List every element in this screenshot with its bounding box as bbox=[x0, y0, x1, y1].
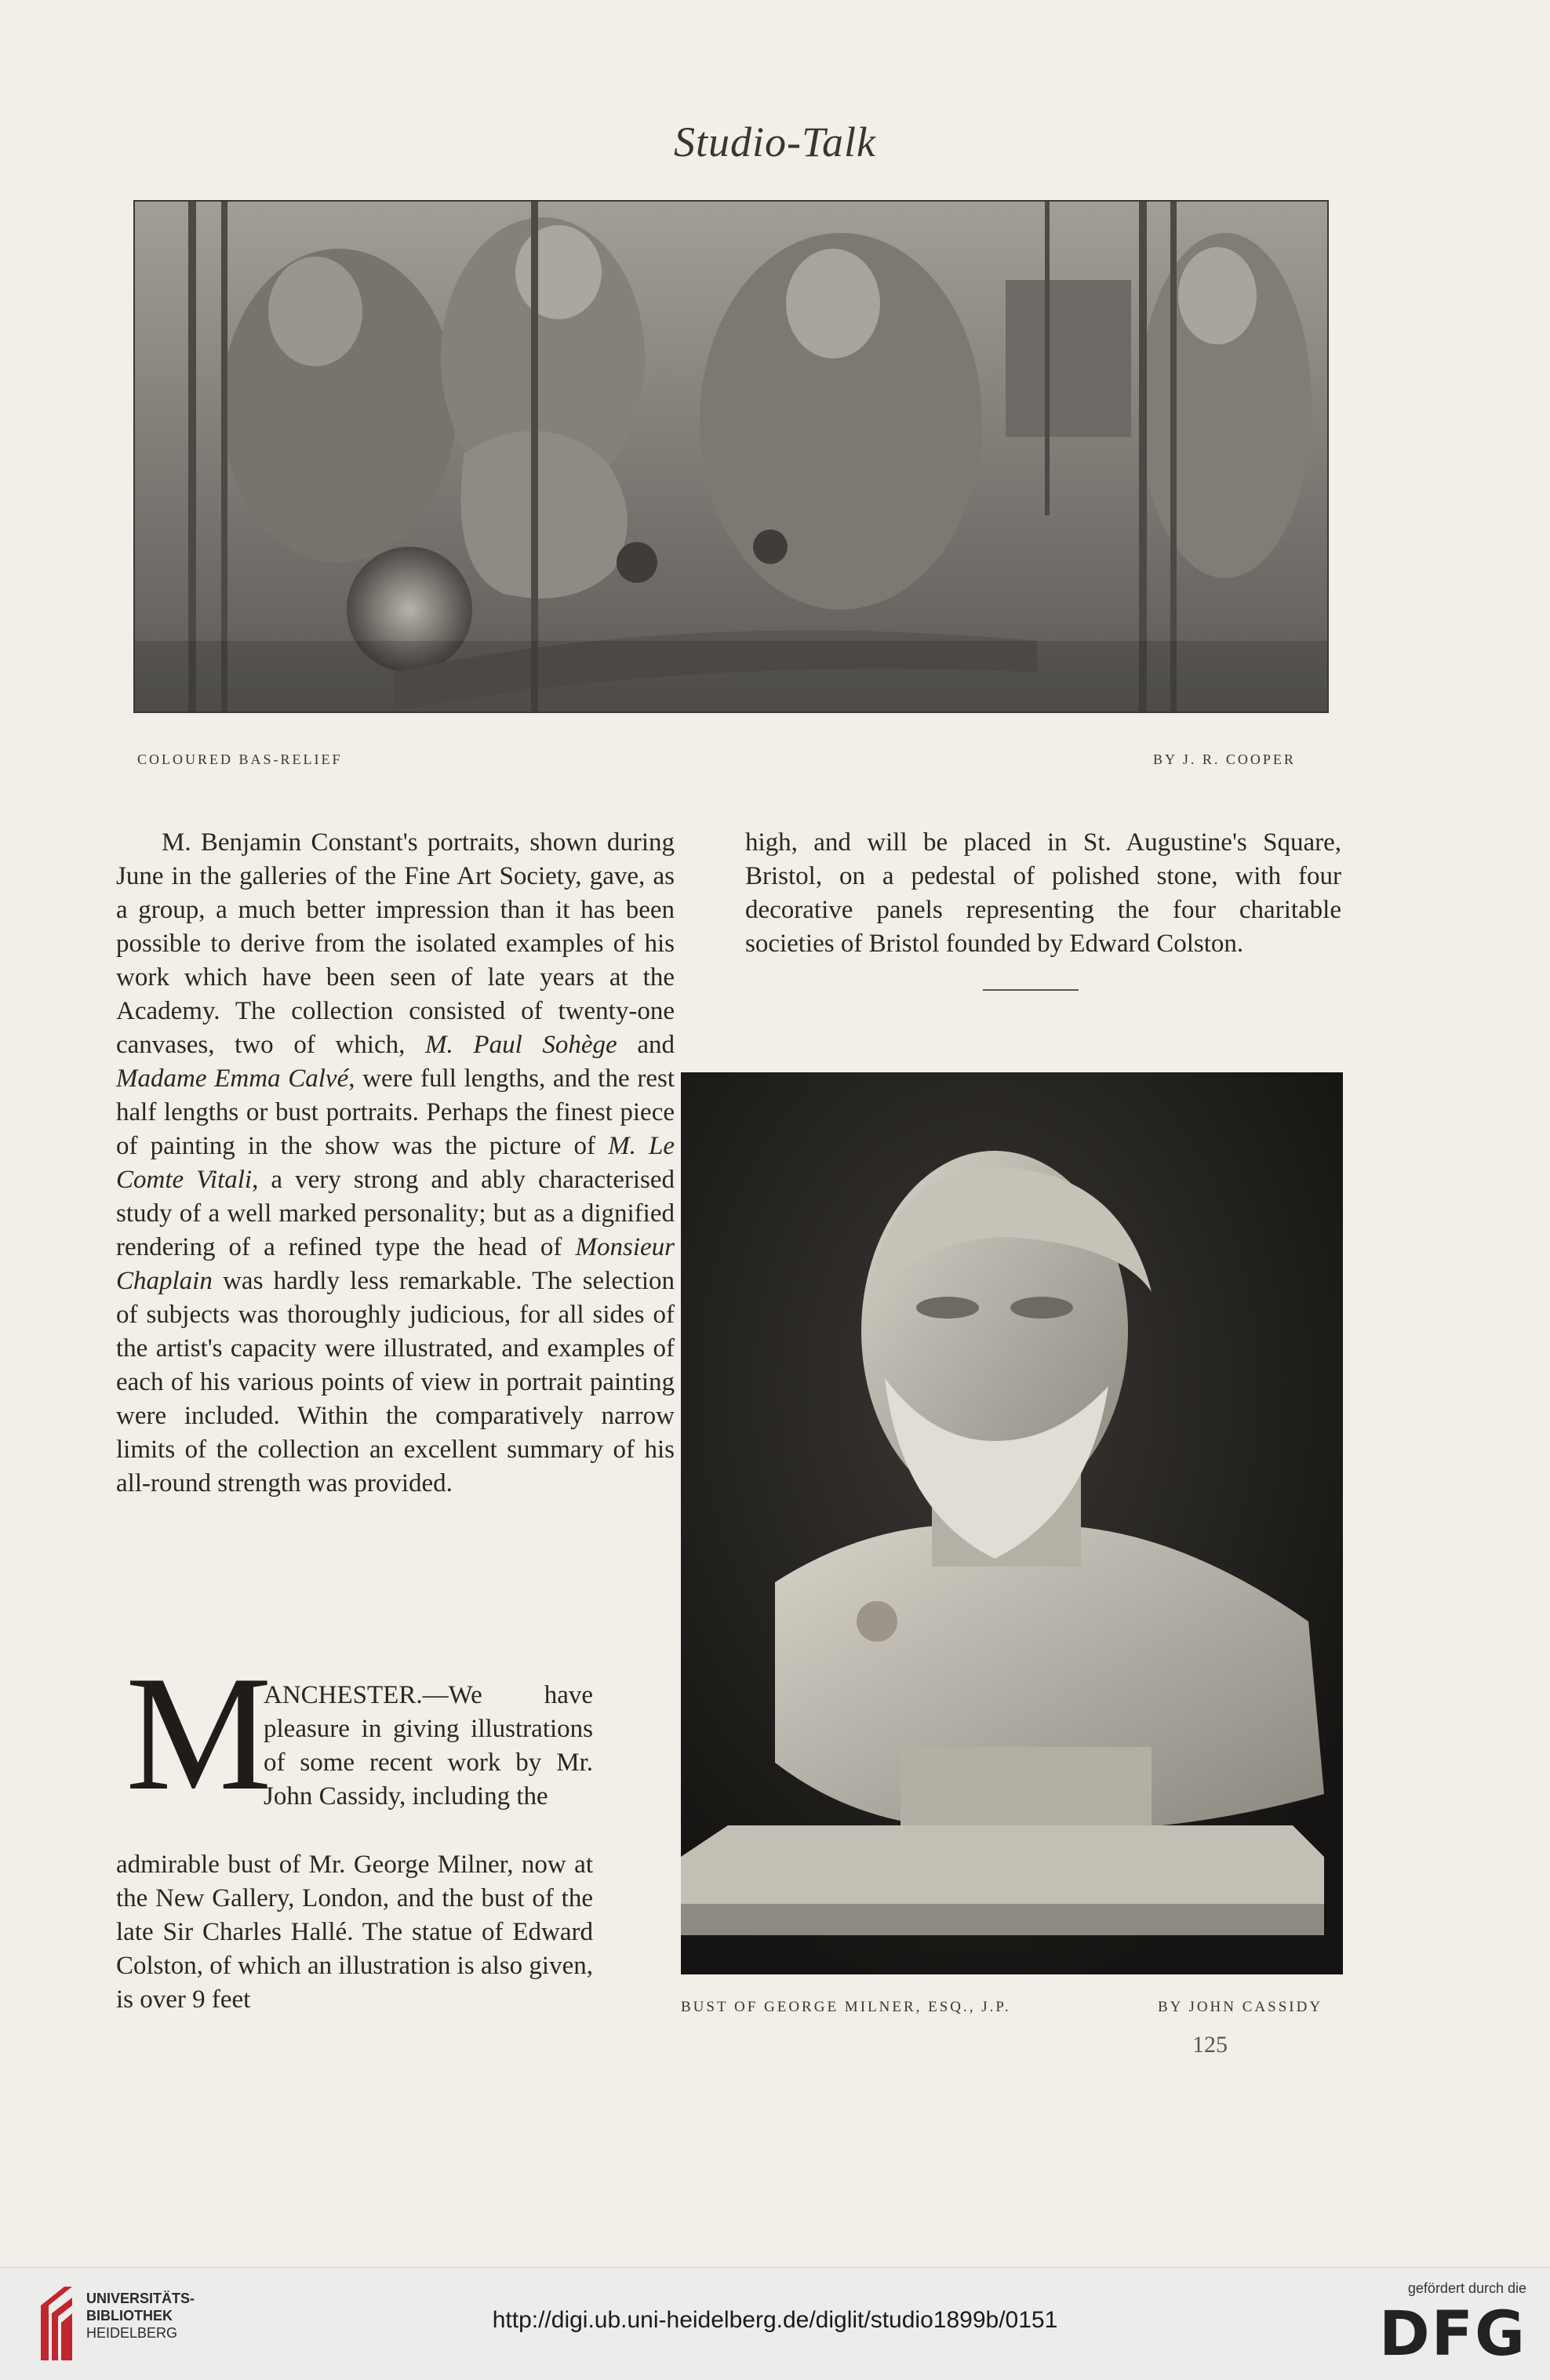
bust-credit: BY JOHN CASSIDY bbox=[1158, 1999, 1323, 2015]
paragraph-text: admirable bust of Mr. George Milner, now at the New Gallery, London, and the bust of the late Sir Charles Hallé. The statue of Edward Colston, of which an illustration is also given, is over 9 feet bbox=[116, 1851, 593, 2014]
bas-relief-drawing bbox=[135, 202, 1327, 711]
library-name-line: HEIDELBERG bbox=[86, 2325, 178, 2341]
funded-by-label: gefördert durch die bbox=[1407, 2280, 1526, 2296]
top-figure-credit: BY J. R. COOPER bbox=[1153, 751, 1296, 767]
painting-title: Madame Emma Calvé bbox=[116, 1064, 349, 1093]
paragraph-text: high, and will be placed in St. Augustine's Square, Bristol, on a pedestal of polished stone, with four decorative panels representing the four charitable societies of Bristol founded by Edward Colston. bbox=[745, 828, 1341, 958]
paragraph-text: , were full lengths, and the rest half lengths or bust portraits. Perhaps the finest piece of painting in the show was the picture of bbox=[116, 1064, 675, 1160]
paragraph-text: , a very strong and ably characterised study of a well marked personality; but as a dignified rendering of a refined type the head of bbox=[116, 1166, 675, 1261]
paragraph-text: M. Benjamin Constant's portraits, shown during June in the galleries of the Fine Art Society, gave, as a group, a much better impression than it has been possible to derive from the isolated examples of his work which have been seen of late years at the Academy. The collection consisted of twenty-one canvases, two of which, bbox=[116, 828, 675, 1059]
painting-title: M. Paul Sohège bbox=[425, 1031, 617, 1059]
drop-cap: M bbox=[126, 1643, 272, 1825]
paragraph-constant-top bbox=[116, 826, 675, 1501]
bust-photograph bbox=[681, 1072, 1343, 1974]
library-name-line: BIBLIOTHEK bbox=[86, 2308, 173, 2324]
top-figure-caption: COLOURED BAS-RELIEF bbox=[137, 751, 343, 767]
page-number: 125 bbox=[1192, 2032, 1228, 2058]
paragraph-text: was hardly less remarkable. The selection of subjects was thoroughly judicious, for all sides of the artist's capacity were illustrated, and examples of each of his various points of view in portrait painting were included. Within the comparatively narrow limits of the collection an excellent summary of his all-round strength was provided. bbox=[116, 1267, 675, 1498]
painting-title: M. Le Comte Vitali bbox=[116, 1132, 675, 1194]
painting-title: Monsieur Chaplain bbox=[116, 1233, 675, 1295]
running-header: Studio-Talk bbox=[673, 118, 877, 166]
paragraph-manchester-lead bbox=[264, 1679, 593, 1814]
bas-relief-illustration bbox=[133, 200, 1329, 713]
section-divider bbox=[983, 989, 1079, 991]
source-url-link[interactable]: http://digi.ub.uni-heidelberg.de/diglit/studio1899b/0151 bbox=[492, 2307, 1058, 2333]
paragraph-manchester-rest bbox=[116, 1848, 593, 2017]
bust-caption: BUST OF GEORGE MILNER, ESQ., J.P. bbox=[681, 1999, 1011, 2015]
bust-drawing bbox=[681, 1072, 1343, 1974]
paragraph-text: and bbox=[617, 1031, 675, 1059]
digitization-footer bbox=[0, 2267, 1550, 2380]
paragraph-right-column bbox=[745, 826, 1341, 961]
library-name-line: UNIVERSITÄTS- bbox=[86, 2291, 195, 2306]
dfg-logo: DFG bbox=[1378, 2299, 1526, 2370]
paragraph-text: ANCHESTER.—We have pleasure in giving illustrations of some recent work by Mr. John Cassidy, including the bbox=[264, 1681, 593, 1810]
